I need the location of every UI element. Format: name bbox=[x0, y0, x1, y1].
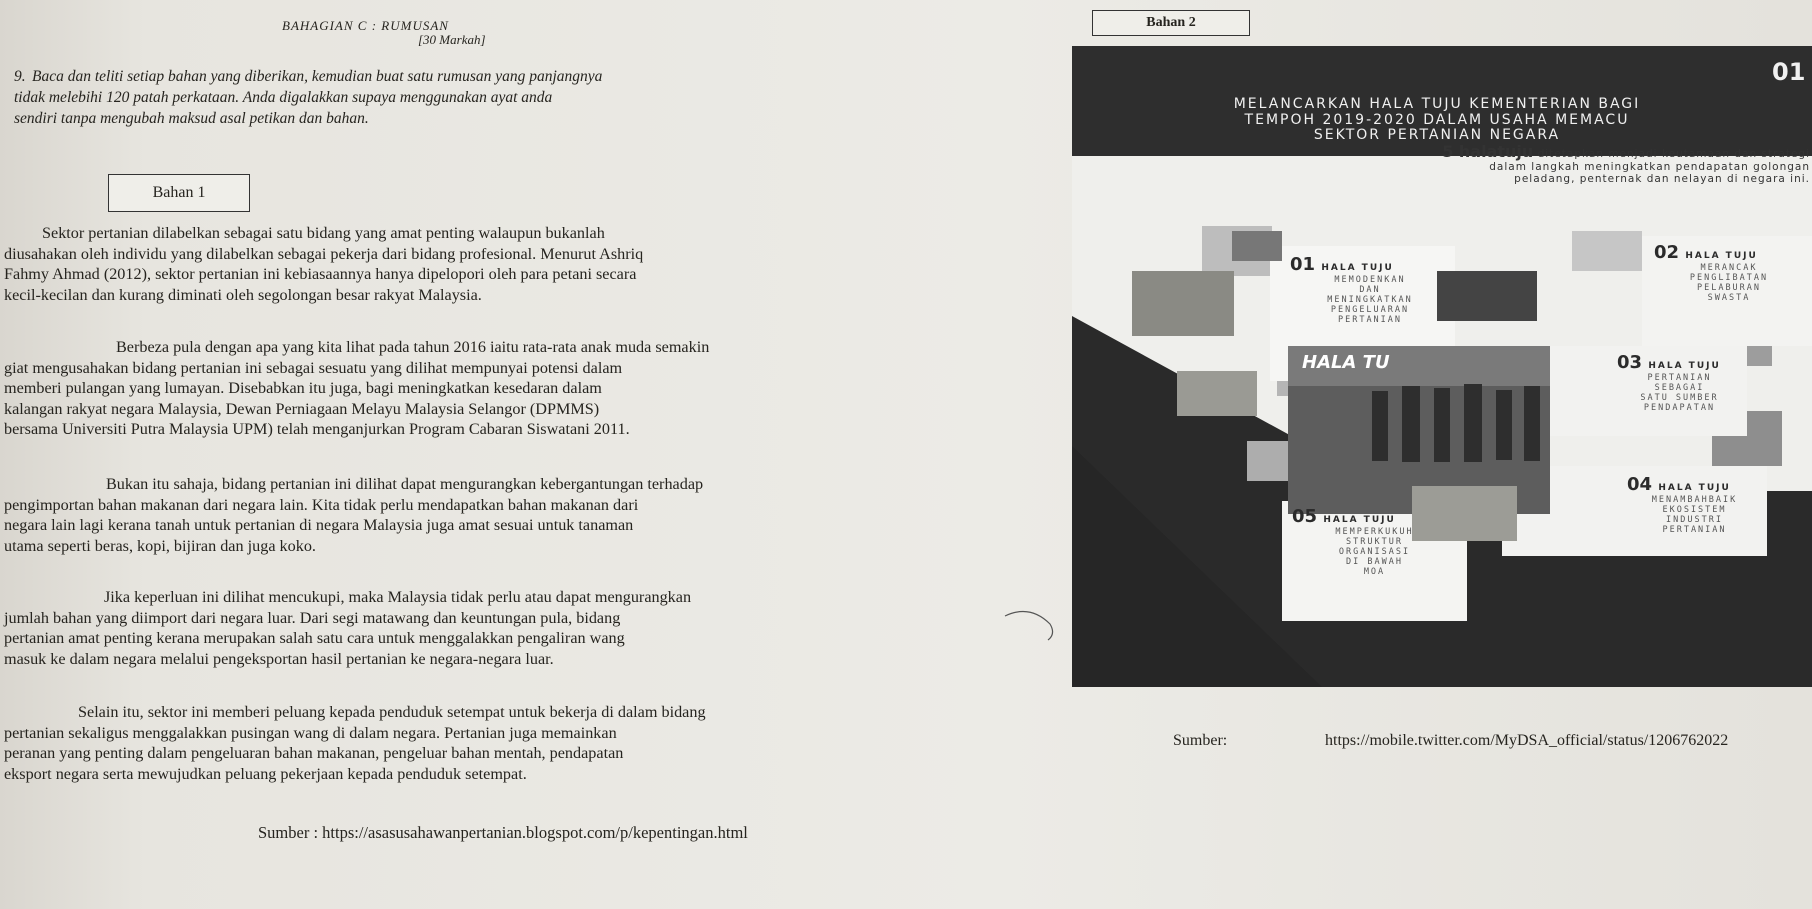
poster-title-line-1: MELANCARKAN HALA TUJU KEMENTERIAN BAGI bbox=[1233, 96, 1641, 112]
bahan-2-label: Bahan 2 bbox=[1092, 10, 1250, 36]
bahan-1-paragraph-2: Berbeza pula dengan apa yang kita lihat pada tahun 2016 iaitu rata-rata anak muda semakin giat mengusahakan bidang pertanian ini sebagai sesuatu yang dilihat mempunyai potensi dalam memberi pulangan yang lumayan. Disebabkan itu juga, bagi meningkatkan kesedaran dalam kalangan rakyat negara Malaysia, Dewan Perniagaan Melayu Malaysia Selangor (DPMMS) bersama Universiti Putra Malaysia UPM) telah menganjurkan Program Cabaran Siswatani 2011. bbox=[4, 338, 710, 439]
poster-intro: 5 halatuju ditetapkan menjadi keutamaan dan strategi dalam langkah meningkatkan pendapatan golongan peladang, penternak dan nelayan di negara ini. bbox=[1442, 142, 1810, 185]
hala-tuju-02: 02 HALA TUJU MERANCAK PENGLIBATAN PELABURAN SWASTA bbox=[1654, 242, 1769, 303]
poster-title-line-3: SEKTOR PERTANIAN NEGARA bbox=[1313, 127, 1561, 143]
question-line-3: sendiri tanpa mengubah maksud asal petikan dan bahan. bbox=[14, 110, 369, 127]
section-marks: [30 Markah] bbox=[418, 32, 486, 47]
hala-tuju-04: 04 HALA TUJU MENAMBAHBAIK EKOSISTEM INDUSTRI PERTANIAN bbox=[1627, 474, 1738, 535]
bahan-1-paragraph-4: Jika keperluan ini dilihat mencukupi, maka Malaysia tidak perlu atau dapat mengurangkan jumlah bahan yang diimport dari negara luar. Dari segi matawang dan keuntungan pula, bidang pertanian amat penting kerana merupakan salah satu cara untuk menggalakkan pengaliran wang masuk ke dalam negara melalui pengeksportan hasil pertanian ke negara-negara luar. bbox=[4, 588, 692, 668]
infographic-poster bbox=[1072, 46, 1812, 687]
poster-corner-number: 01 bbox=[1772, 58, 1806, 86]
photo-banner-text: HALA TU bbox=[1302, 352, 1390, 373]
question-number: 9. bbox=[14, 68, 26, 85]
hala-tuju-03: 03 HALA TUJU PERTANIAN SEBAGAI SATU SUMBER PENDAPATAN bbox=[1617, 352, 1721, 413]
poster-title-line-2: TEMPOH 2019-2020 DALAM USAHA MEMACU bbox=[1244, 112, 1630, 128]
bahan-1-source: Sumber : https://asasusahawanpertanian.blogspot.com/p/kepentingan.html bbox=[258, 823, 748, 842]
bahan-1-paragraph-3: Bukan itu sahaja, bidang pertanian ini dilihat dapat mengurangkan kebergantungan terhadap pengimportan bahan makanan dari negara lain. Kita tidak perlu mendapatkan bahan makanan dari negara lain lagi kerana tanah untuk pertanian di negara Malaysia juga amat sesuai untuk tanaman utama seperti beras, kopi, bijiran dan juga koko. bbox=[4, 475, 704, 555]
question-line-2: tidak melebihi 120 patah perkataan. Anda digalakkan supaya menggunakan ayat anda bbox=[14, 89, 553, 106]
bahan-2-source-label: Sumber: bbox=[1173, 732, 1228, 749]
hala-tuju-01: 01 HALA TUJU MEMODENKAN DAN MENINGKATKAN PENGELUARAN PERTANIAN bbox=[1290, 254, 1413, 325]
pen-stroke bbox=[1000, 604, 1060, 644]
bahan-1-paragraph-1: Sektor pertanian dilabelkan sebagai satu bidang yang amat penting walaupun bukanlah diusahakan oleh individu yang dilabelkan sebagai pekerja dari bidang profesional. Menurut Ashriq Fahmy Ahmad (2012), sektor pertanian ini kebiasaannya hanya dipelopori oleh para petani secara kecil-kecilan dan kurang diminati oleh segolongan besar rakyat Malaysia. bbox=[4, 224, 644, 304]
hala-tuju-05: 05 HALA TUJU MEMPERKUKUH STRUKTUR ORGANISASI DI BAWAH MOA bbox=[1292, 506, 1414, 577]
bahan-1-paragraph-5: Selain itu, sektor ini memberi peluang kepada penduduk setempat untuk bekerja di dalam bidang pertanian sekaligus menggalakkan pusingan wang di dalam negara. Pertanian juga memainkan peranan yang penting dalam pengeluaran bahan makanan, pengeluar bahan mentah, pendapatan eksport negara serta mewujudkan peluang pekerjaan kepada penduduk setempat. bbox=[4, 703, 706, 783]
question-line-1: Baca dan teliti setiap bahan yang diberikan, kemudian buat satu rumusan yang panjangnya bbox=[32, 68, 603, 85]
section-title: BAHAGIAN C : RUMUSAN bbox=[282, 18, 449, 33]
bahan-1-label: Bahan 1 bbox=[108, 174, 250, 212]
bahan-2-source-url: https://mobile.twitter.com/MyDSA_official/status/1206762022 bbox=[1325, 732, 1729, 749]
